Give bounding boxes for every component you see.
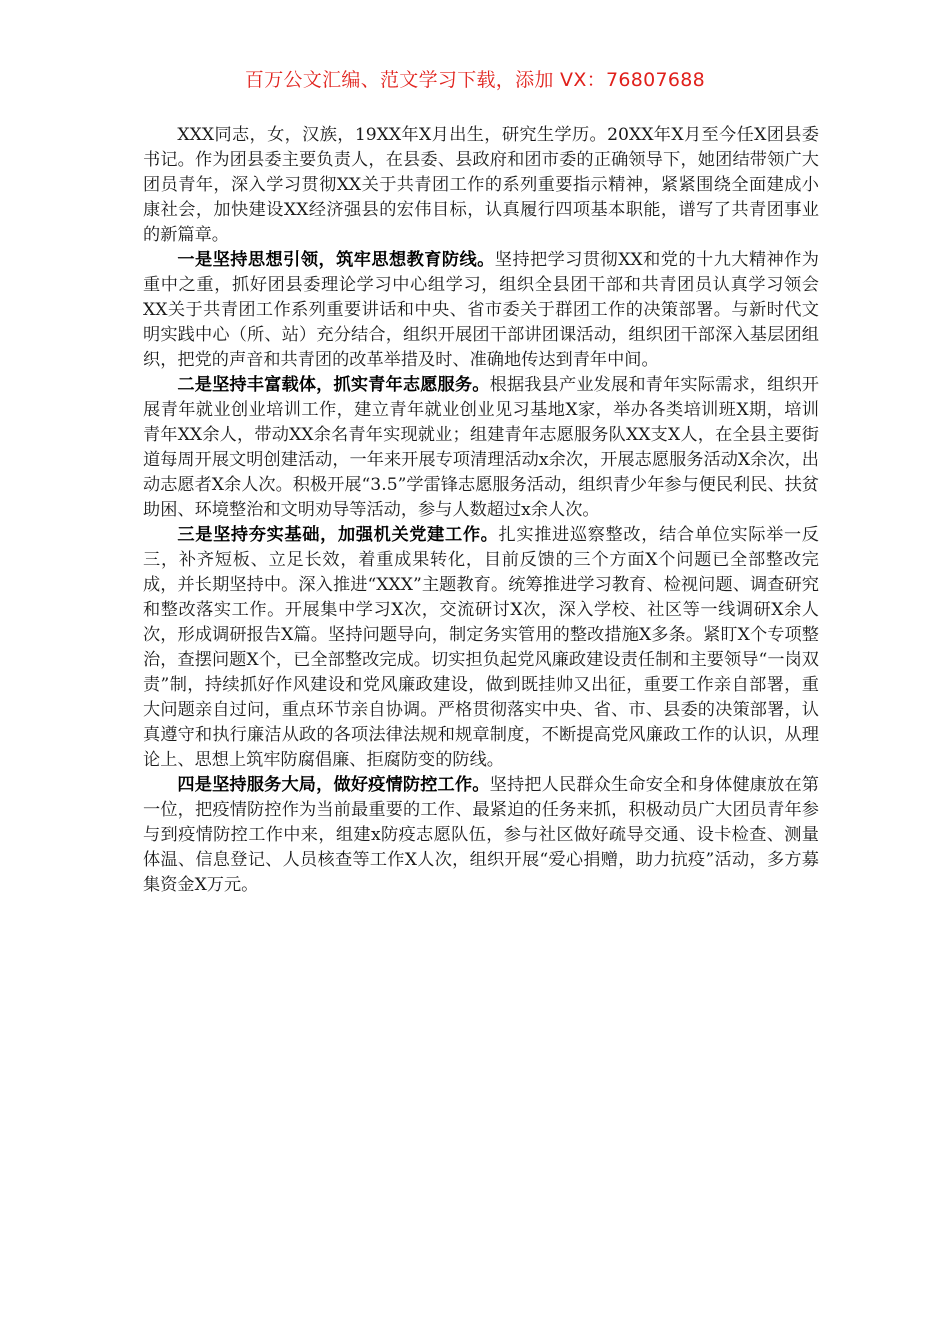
document-body — [143, 123, 819, 898]
section-paragraph-2 — [143, 373, 819, 523]
section-body-2: 根据我县产业发展和青年实际需求，组织开展青年就业创业培训工作，建立青年就业创业见习基地X家，举办各类培训班X期，培训青年XX余人，带动XX余名青年实现就业；组建青年志愿服务队XX支X人，在全县主要街道每周开展文明创建活动，一年来开展专项清理活动x余次，开展志愿服务活动X余次，出动志愿者X余人次。积极开展“3.5”学雷锋志愿服务活动，组织青少年参与便民利民、扶贫助困、环境整治和文明劝导等活动，参与人数超过x余人次。 — [143, 375, 819, 520]
section-heading-1: 一是坚持思想引领，筑牢思想教育防线。 — [177, 250, 495, 270]
section-heading-3: 三是坚持夯实基础，加强机关党建工作。 — [177, 525, 499, 545]
section-heading-4: 四是坚持服务大局，做好疫情防控工作。 — [177, 775, 490, 795]
section-body-4: 坚持把人民群众生命安全和身体健康放在第一位，把疫情防控作为当前最重要的工作、最紧迫的任务来抓，积极动员广大团员青年参与到疫情防控工作中来，组建x防疫志愿队伍，参与社区做好疏导交通、设卡检查、测量体温、信息登记、人员核查等工作X人次，组织开展“爱心捐赠，助力抗疫”活动，多方募集资金X万元。 — [143, 775, 819, 895]
section-body-1: 坚持把学习贯彻XX和党的十九大精神作为重中之重，抓好团县委理论学习中心组学习，组织全县团干部和共青团员认真学习领会XX关于共青团工作系列重要讲话和中央、省市委关于群团工作的决策部署。与新时代文明实践中心（所、站）充分结合，组织开展团干部讲团课活动，组织团干部深入基层团组织，把党的声音和共青团的改革举措及时、准确地传达到青年中间。 — [143, 250, 819, 370]
intro-paragraph: XXX同志，女，汉族，19XX年X月出生，研究生学历。20XX年X月至今任X团县委书记。作为团县委主要负责人，在县委、县政府和团市委的正确领导下，她团结带领广大团员青年，深入学习贯彻XX关于共青团工作的系列重要指示精神，紧紧围绕全面建成小康社会，加快建设XX经济强县的宏伟目标，认真履行四项基本职能，谱写了共青团事业的新篇章。 — [143, 125, 819, 245]
download-banner: 百万公文汇编、范文学习下载，添加 VX：76807688 — [244, 69, 706, 91]
section-heading-2: 二是坚持丰富载体，抓实青年志愿服务。 — [177, 375, 490, 395]
section-body-3: 扎实推进巡察整改，结合单位实际举一反三，补齐短板、立足长效，着重成果转化，目前反馈的三个方面X个问题已全部整改完成，并长期坚持中。深入推进“XXX”主题教育。统筹推进学习教育、检视问题、调查研究和整改落实工作。开展集中学习X次，交流研讨X次，深入学校、社区等一线调研X余人次，形成调研报告X篇。坚持问题导向，制定务实管用的整改措施X多条。紧盯X个专项整治，查摆问题X个，已全部整改完成。切实担负起党风廉政建设责任制和主要领导“一岗双责”制，持续抓好作风建设和党风廉政建设，做到既挂帅又出征，重要工作亲自部署，重大问题亲自过问，重点环节亲自协调。严格贯彻落实中央、省、市、县委的决策部署，认真遵守和执行廉洁从政的各项法律法规和规章制度，不断提高党风廉政工作的认识，从理论上、思想上筑牢防腐倡廉、拒腐防变的防线。 — [143, 525, 819, 770]
section-paragraph-3 — [143, 523, 819, 773]
section-paragraph-1 — [143, 248, 819, 373]
section-paragraph-4 — [143, 773, 819, 898]
